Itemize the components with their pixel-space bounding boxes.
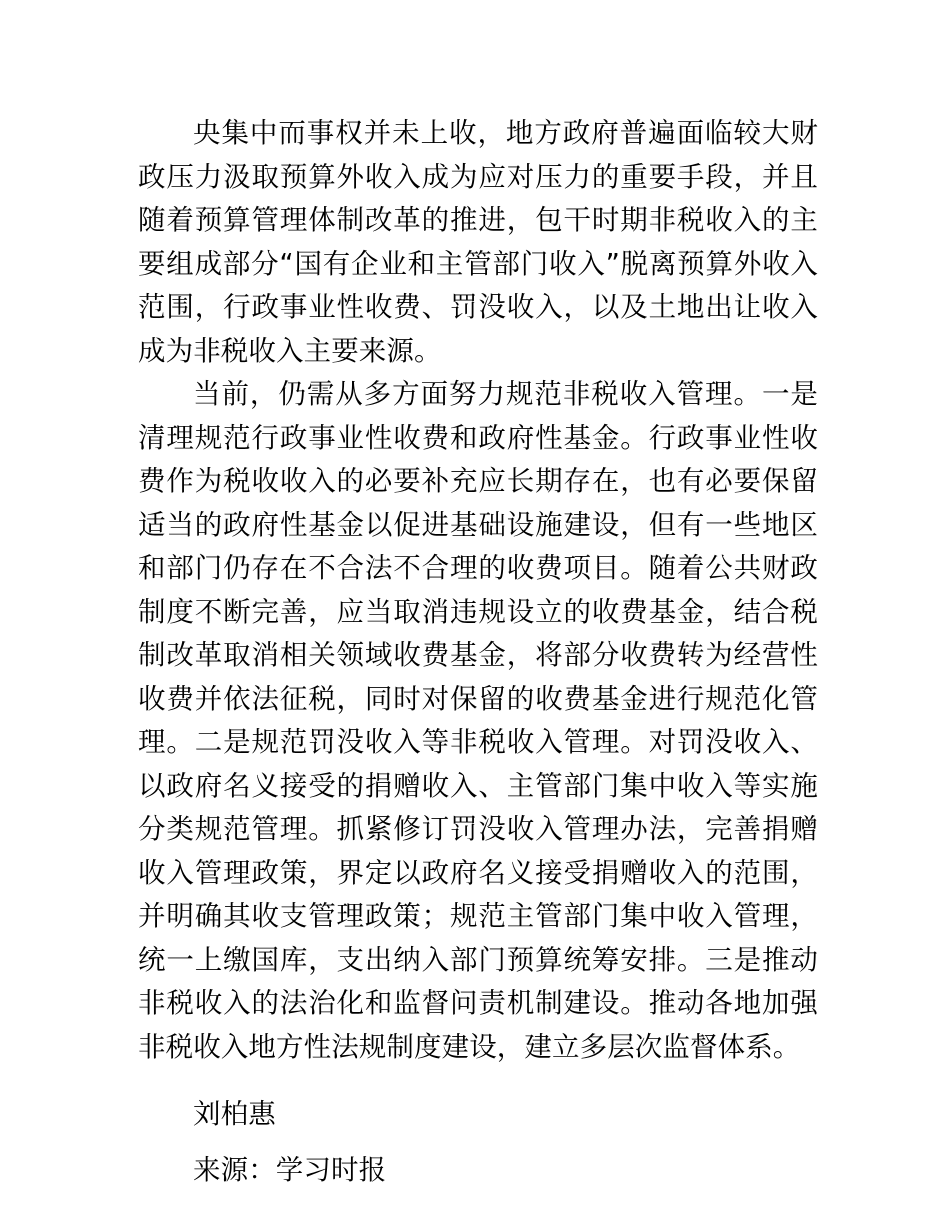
author-name: 刘柏惠: [193, 1098, 276, 1130]
body-paragraph-2: 当前，仍需从多方面努力规范非税收入管理。一是清理规范行政事业性收费和政府性基金。行政事业性收费作为税收收入的必要补充应长期存在，也有必要保留适当的政府性基金以促进基础设施建设，但有一些地区和部门仍存在不合法不合理的收费项目。随着公共财政制度不断完善，应当取消违规设立的收费基金，结合税制改革取消相关领域收费基金，将部分收费转为经营性收费并依法征税，同时对保留的收费基金进行规范化管理。二是规范罚没收入等非税收入管理。对罚没收入、以政府名义接受的捐赠收入、主管部门集中收入等实施分类规范管理。抓紧修订罚没收入管理办法，完善捐赠收入管理政策，界定以政府名义接受捐赠收入的范围，并明确其收支管理政策；规范主管部门集中收入管理，统一上缴国库，支出纳入部门预算统筹安排。三是推动非税收入的法治化和监督问责机制建设。推动各地加强非税收入地方性法规制度建设，建立多层次监督体系。: [138, 378, 818, 1063]
document-body: [138, 112, 818, 1194]
body-paragraph-1: 央集中而事权并未上收，地方政府普遍面临较大财政压力汲取预算外收入成为应对压力的重要手段，并且随着预算管理体制改革的推进，包干时期非税收入的主要组成部分“国有企业和主管部门收入”脱离预算外收入范围，行政事业性收费、罚没收入，以及土地出让收入成为非税收入主要来源。: [138, 117, 818, 367]
source-line: 来源：学习时报: [193, 1154, 387, 1186]
signature-block: [138, 1091, 818, 1194]
